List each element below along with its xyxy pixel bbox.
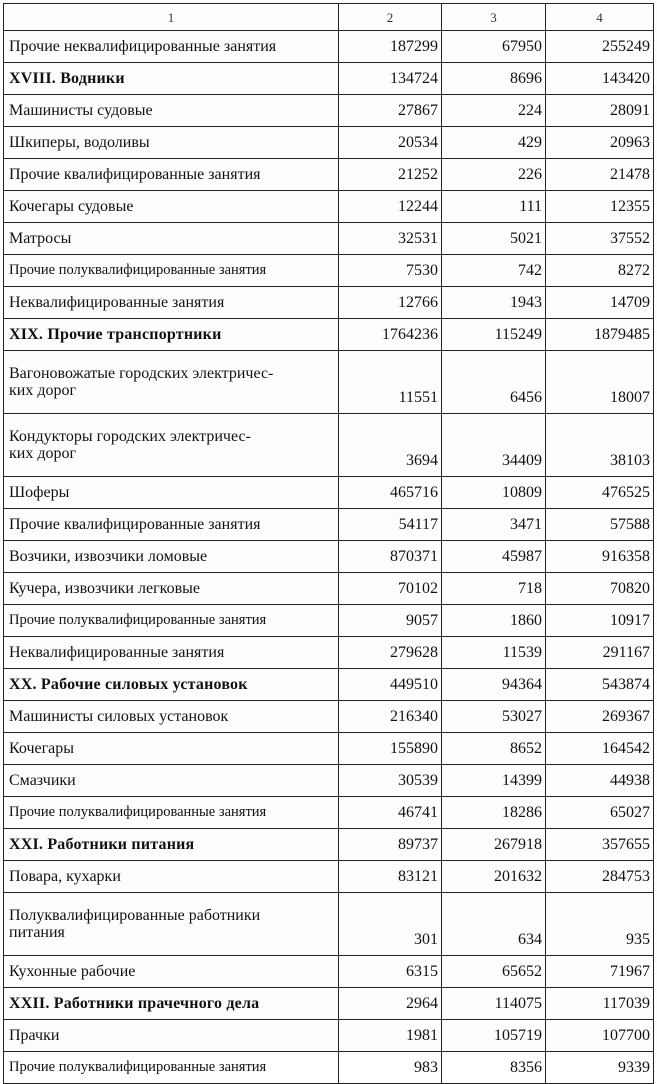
value-col-2: 279628 (339, 637, 442, 669)
occupation-label: Прочие полуквалифицированные занятия (4, 797, 339, 829)
value-col-2: 30539 (339, 765, 442, 797)
table-body (4, 31, 654, 1084)
value-col-2: 216340 (339, 701, 442, 733)
table-row (4, 605, 654, 637)
section-heading: XXII. Работники прачечного дела (4, 988, 339, 1020)
value-col-2: 11551 (339, 351, 442, 414)
column-header-2: 2 (339, 4, 442, 31)
occupation-label: Кочегары (4, 733, 339, 765)
value-col-4: 71967 (546, 956, 654, 988)
value-col-4: 476525 (546, 477, 654, 509)
value-col-2: 301 (339, 893, 442, 956)
section-row (4, 319, 654, 351)
column-header-1: 1 (4, 4, 339, 31)
value-col-3: 34409 (442, 414, 546, 477)
occupation-label: Прачки (4, 1020, 339, 1052)
value-col-4: 8272 (546, 255, 654, 287)
table-row (4, 733, 654, 765)
occupation-label: Машинисты судовые (4, 95, 339, 127)
table-row (4, 541, 654, 573)
value-col-2: 46741 (339, 797, 442, 829)
value-col-4: 357655 (546, 829, 654, 861)
value-col-4: 18007 (546, 351, 654, 414)
value-col-3: 1860 (442, 605, 546, 637)
section-heading: XIX. Прочие транспортники (4, 319, 339, 351)
value-col-4: 65027 (546, 797, 654, 829)
table-row (4, 127, 654, 159)
value-col-4: 164542 (546, 733, 654, 765)
occupation-label: Машинисты силовых установок (4, 701, 339, 733)
value-col-2: 89737 (339, 829, 442, 861)
value-col-3: 10809 (442, 477, 546, 509)
value-col-3: 226 (442, 159, 546, 191)
value-col-3: 105719 (442, 1020, 546, 1052)
value-col-2: 1764236 (339, 319, 442, 351)
value-col-4: 12355 (546, 191, 654, 223)
section-row (4, 63, 654, 95)
occupation-label: Прочие квалифицированные занятия (4, 509, 339, 541)
value-col-2: 134724 (339, 63, 442, 95)
value-col-3: 65652 (442, 956, 546, 988)
value-col-2: 12766 (339, 287, 442, 319)
table-row (4, 1052, 654, 1084)
value-col-3: 115249 (442, 319, 546, 351)
table-row (4, 861, 654, 893)
value-col-2: 187299 (339, 31, 442, 63)
section-heading: XVIII. Водники (4, 63, 339, 95)
value-col-2: 7530 (339, 255, 442, 287)
value-col-4: 284753 (546, 861, 654, 893)
table-row (4, 797, 654, 829)
section-row (4, 829, 654, 861)
value-col-3: 8652 (442, 733, 546, 765)
value-col-4: 14709 (546, 287, 654, 319)
value-col-3: 224 (442, 95, 546, 127)
value-col-4: 9339 (546, 1052, 654, 1084)
value-col-3: 1943 (442, 287, 546, 319)
value-col-2: 3694 (339, 414, 442, 477)
section-row (4, 988, 654, 1020)
table-row (4, 637, 654, 669)
occupation-label: Кондукторы городских электричес- ких дорог (4, 414, 339, 477)
value-col-2: 83121 (339, 861, 442, 893)
value-col-3: 201632 (442, 861, 546, 893)
value-col-4: 37552 (546, 223, 654, 255)
value-col-3: 742 (442, 255, 546, 287)
value-col-2: 21252 (339, 159, 442, 191)
value-col-3: 267918 (442, 829, 546, 861)
occupation-label: Неквалифицированные занятия (4, 287, 339, 319)
value-col-4: 935 (546, 893, 654, 956)
table-row (4, 956, 654, 988)
table-row (4, 31, 654, 63)
value-col-4: 543874 (546, 669, 654, 701)
column-header-3: 3 (442, 4, 546, 31)
value-col-2: 449510 (339, 669, 442, 701)
value-col-4: 57588 (546, 509, 654, 541)
value-col-4: 28091 (546, 95, 654, 127)
value-col-4: 20963 (546, 127, 654, 159)
occupation-label: Смазчики (4, 765, 339, 797)
value-col-2: 983 (339, 1052, 442, 1084)
table-row (4, 287, 654, 319)
table-row (4, 1020, 654, 1052)
table-row (4, 159, 654, 191)
occupation-label: Шкиперы, водоливы (4, 127, 339, 159)
value-col-4: 143420 (546, 63, 654, 95)
occupation-label: Кухонные рабочие (4, 956, 339, 988)
value-col-4: 117039 (546, 988, 654, 1020)
value-col-4: 1879485 (546, 319, 654, 351)
column-header-4: 4 (546, 4, 654, 31)
value-col-2: 155890 (339, 733, 442, 765)
occupation-label: Неквалифицированные занятия (4, 637, 339, 669)
value-col-2: 27867 (339, 95, 442, 127)
table-row (4, 893, 654, 956)
value-col-2: 6315 (339, 956, 442, 988)
value-col-3: 11539 (442, 637, 546, 669)
occupation-label: Матросы (4, 223, 339, 255)
value-col-4: 107700 (546, 1020, 654, 1052)
occupation-label: Прочие полуквалифицированные занятия (4, 1052, 339, 1084)
value-col-2: 32531 (339, 223, 442, 255)
value-col-3: 18286 (442, 797, 546, 829)
value-col-4: 269367 (546, 701, 654, 733)
value-col-3: 114075 (442, 988, 546, 1020)
table-row (4, 573, 654, 605)
occupation-table (3, 3, 654, 1084)
occupation-label: Полуквалифицированные работники питания (4, 893, 339, 956)
value-col-4: 291167 (546, 637, 654, 669)
occupation-label: Повара, кухарки (4, 861, 339, 893)
table-row (4, 765, 654, 797)
value-col-3: 718 (442, 573, 546, 605)
occupation-label: Прочие полуквалифицированные занятия (4, 255, 339, 287)
value-col-3: 45987 (442, 541, 546, 573)
table-row (4, 95, 654, 127)
section-row (4, 669, 654, 701)
table-row (4, 414, 654, 477)
value-col-2: 20534 (339, 127, 442, 159)
value-col-2: 1981 (339, 1020, 442, 1052)
occupation-label: Кочегары судовые (4, 191, 339, 223)
value-col-4: 38103 (546, 414, 654, 477)
value-col-2: 870371 (339, 541, 442, 573)
table-row (4, 255, 654, 287)
value-col-3: 6456 (442, 351, 546, 414)
occupation-label: Кучера, извозчики легковые (4, 573, 339, 605)
value-col-3: 94364 (442, 669, 546, 701)
value-col-3: 14399 (442, 765, 546, 797)
value-col-2: 12244 (339, 191, 442, 223)
occupation-label: Прочие полуквалифицированные занятия (4, 605, 339, 637)
value-col-2: 70102 (339, 573, 442, 605)
occupation-label: Шоферы (4, 477, 339, 509)
table-row (4, 191, 654, 223)
value-col-3: 67950 (442, 31, 546, 63)
value-col-2: 54117 (339, 509, 442, 541)
table-row (4, 223, 654, 255)
value-col-3: 8696 (442, 63, 546, 95)
section-heading: XXI. Работники питания (4, 829, 339, 861)
value-col-2: 9057 (339, 605, 442, 637)
occupation-label: Прочие неквалифицированные занятия (4, 31, 339, 63)
occupation-label: Вагоновожатые городских электричес- ких дорог (4, 351, 339, 414)
value-col-3: 429 (442, 127, 546, 159)
table-row (4, 477, 654, 509)
value-col-3: 3471 (442, 509, 546, 541)
table-header (4, 4, 654, 31)
occupation-label: Возчики, извозчики ломовые (4, 541, 339, 573)
value-col-4: 916358 (546, 541, 654, 573)
value-col-3: 634 (442, 893, 546, 956)
section-heading: XX. Рабочие силовых установок (4, 669, 339, 701)
value-col-4: 70820 (546, 573, 654, 605)
table-row (4, 509, 654, 541)
table-row (4, 351, 654, 414)
value-col-4: 44938 (546, 765, 654, 797)
value-col-3: 5021 (442, 223, 546, 255)
value-col-4: 10917 (546, 605, 654, 637)
value-col-3: 8356 (442, 1052, 546, 1084)
table-row (4, 701, 654, 733)
value-col-3: 111 (442, 191, 546, 223)
occupation-label: Прочие квалифицированные занятия (4, 159, 339, 191)
value-col-4: 255249 (546, 31, 654, 63)
value-col-2: 2964 (339, 988, 442, 1020)
value-col-2: 465716 (339, 477, 442, 509)
value-col-4: 21478 (546, 159, 654, 191)
value-col-3: 53027 (442, 701, 546, 733)
